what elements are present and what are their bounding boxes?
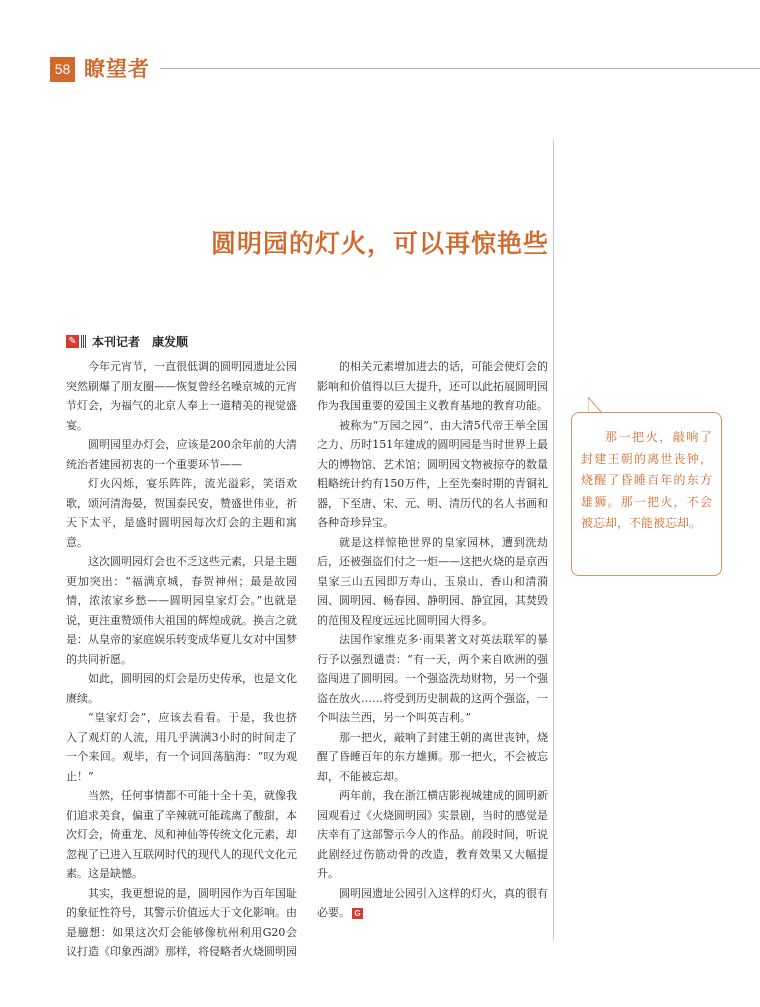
end-mark-icon: G [352,908,363,919]
paragraph: 那一把火，敲响了封建王朝的离世丧钟，烧醒了昏睡百年的东方雄狮。那一把火，不会被忘却，不能被忘却。 [317,730,548,783]
paragraph: 当然，任何事情都不可能十全十美，就像我们追求美食，偏重了辛辣就可能疏离了酸甜，本次灯会，倚重龙、凤和神仙等传统文化元素，却忽视了已进入互联网时代的现代人的现代文化元素。这是缺憾。 [66,789,297,880]
pull-quote [571,412,722,576]
left-column [66,357,297,962]
byline [66,333,188,349]
byline-text: 本刊记者 康发顺 [92,334,189,349]
page-number: 58 [50,57,75,82]
paragraph-text: 圆明园遗址公园引入这样的灯火，真的很有必要。 [317,886,548,919]
article-title: 圆明园的灯火，可以再惊艳些 [210,229,549,258]
bars-icon [81,335,86,348]
paragraph: 法国作家维克多·雨果著文对英法联军的暴行予以强烈谴责：“有一天，两个来自欧洲的强盗闯进了圆明园。一个强盗洗劫财物，另一个强盗在放火……将受到历史制裁的这两个强盗，一个叫法兰西，另一个叫英吉利。” [317,633,548,724]
paragraph: “皇家灯会”，应该去看看。于是，我也挤入了观灯的人流，用几乎满满3小时的时间走了一个来回。观毕，有一个词回荡脑海：“叹为观止！” [66,711,297,783]
header-rule [160,68,760,69]
pull-quote-tail [588,397,602,413]
right-column [317,357,548,923]
section-title: 瞭望者 [84,57,150,81]
paragraph: 圆明园里办灯会，应该是200余年前的大清统治者建园初衷的一个重要环节—— [66,438,297,471]
paragraph: 就是这样惊艳世界的皇家园林，遭到洗劫后，还被强盗们付之一炬——这把火烧的是京西皇家三山五园即万寿山、玉泉山、香山和清漪园、圆明园、畅春园、静明园、静宜园，其焚毁的范围及程度远远比圆明园大得多。 [317,535,548,627]
paragraph: 如此，圆明园的灯会是历史传承，也是文化赓续。 [66,672,297,705]
paragraph: 两年前，我在浙江横店影视城建成的圆明新园观看过《火烧圆明园》实景剧，当时的感觉是庆幸有了这部警示今人的作品。前段时间，听说此剧经过伤筋动骨的改造，教育效果又大幅提升。 [317,789,548,880]
paragraph: 这次圆明园灯会也不乏这些元素，只是主题更加突出：“福满京城，春贺神州；最是故园情，浓浓家乡愁——圆明园皇家灯会。”也就是说，更注重赞颂伟大祖国的辉煌成就。换言之就是：从皇帝的家庭娱乐转变成华夏儿女对中国梦的共同祈愿。 [66,555,297,666]
paragraph: 被称为“万园之园”、由大清5代帝王举全国之力、历时151年建成的圆明园是当时世界上最大的博物馆、艺术馆；圆明园文物被掠夺的数量粗略统计约有150万件，上至先秦时期的青铜礼器，下至唐、宋、元、明、清历代的名人书画和各种奇珍异宝。 [317,418,548,529]
pull-quote-text: 那一把火，敲响了封建王朝的离世丧钟，烧醒了昏睡百年的东方雄狮。那一把火，不会被忘却，不能被忘却。 [581,430,712,530]
column-divider [553,140,554,940]
paragraph: 灯火闪烁，宴乐阵阵，流光溢彩，笑语欢歌，颂河清海晏，贺国泰民安，赞盛世伟业，祈天下太平，是盛时圆明园每次灯会的主题和寓意。 [66,477,297,549]
paragraph: 的相关元素增加进去的话，可能会使灯会的影响和价值得以巨大提升，还可以此拓展圆明园作为我国重要的爱国主义教育基地的教育功能。 [317,360,548,412]
last-paragraph [317,884,548,923]
pen-icon: ✎ [66,335,79,348]
paragraph: 其实，我更想说的是，圆明园作为百年国耻的象征性符号，其警示价值远大于文化影响。由是臆想：如果这次灯会能够像杭州利用G20会议打造《印象西湖》那样，将侵略者火烧圆明园 [66,886,297,958]
paragraph: 今年元宵节，一直很低调的圆明园遗址公园突然刷爆了朋友圈——恢复曾经名噪京城的元宵节灯会，为福气的北京人奉上一道精美的视觉盛宴。 [66,360,297,432]
